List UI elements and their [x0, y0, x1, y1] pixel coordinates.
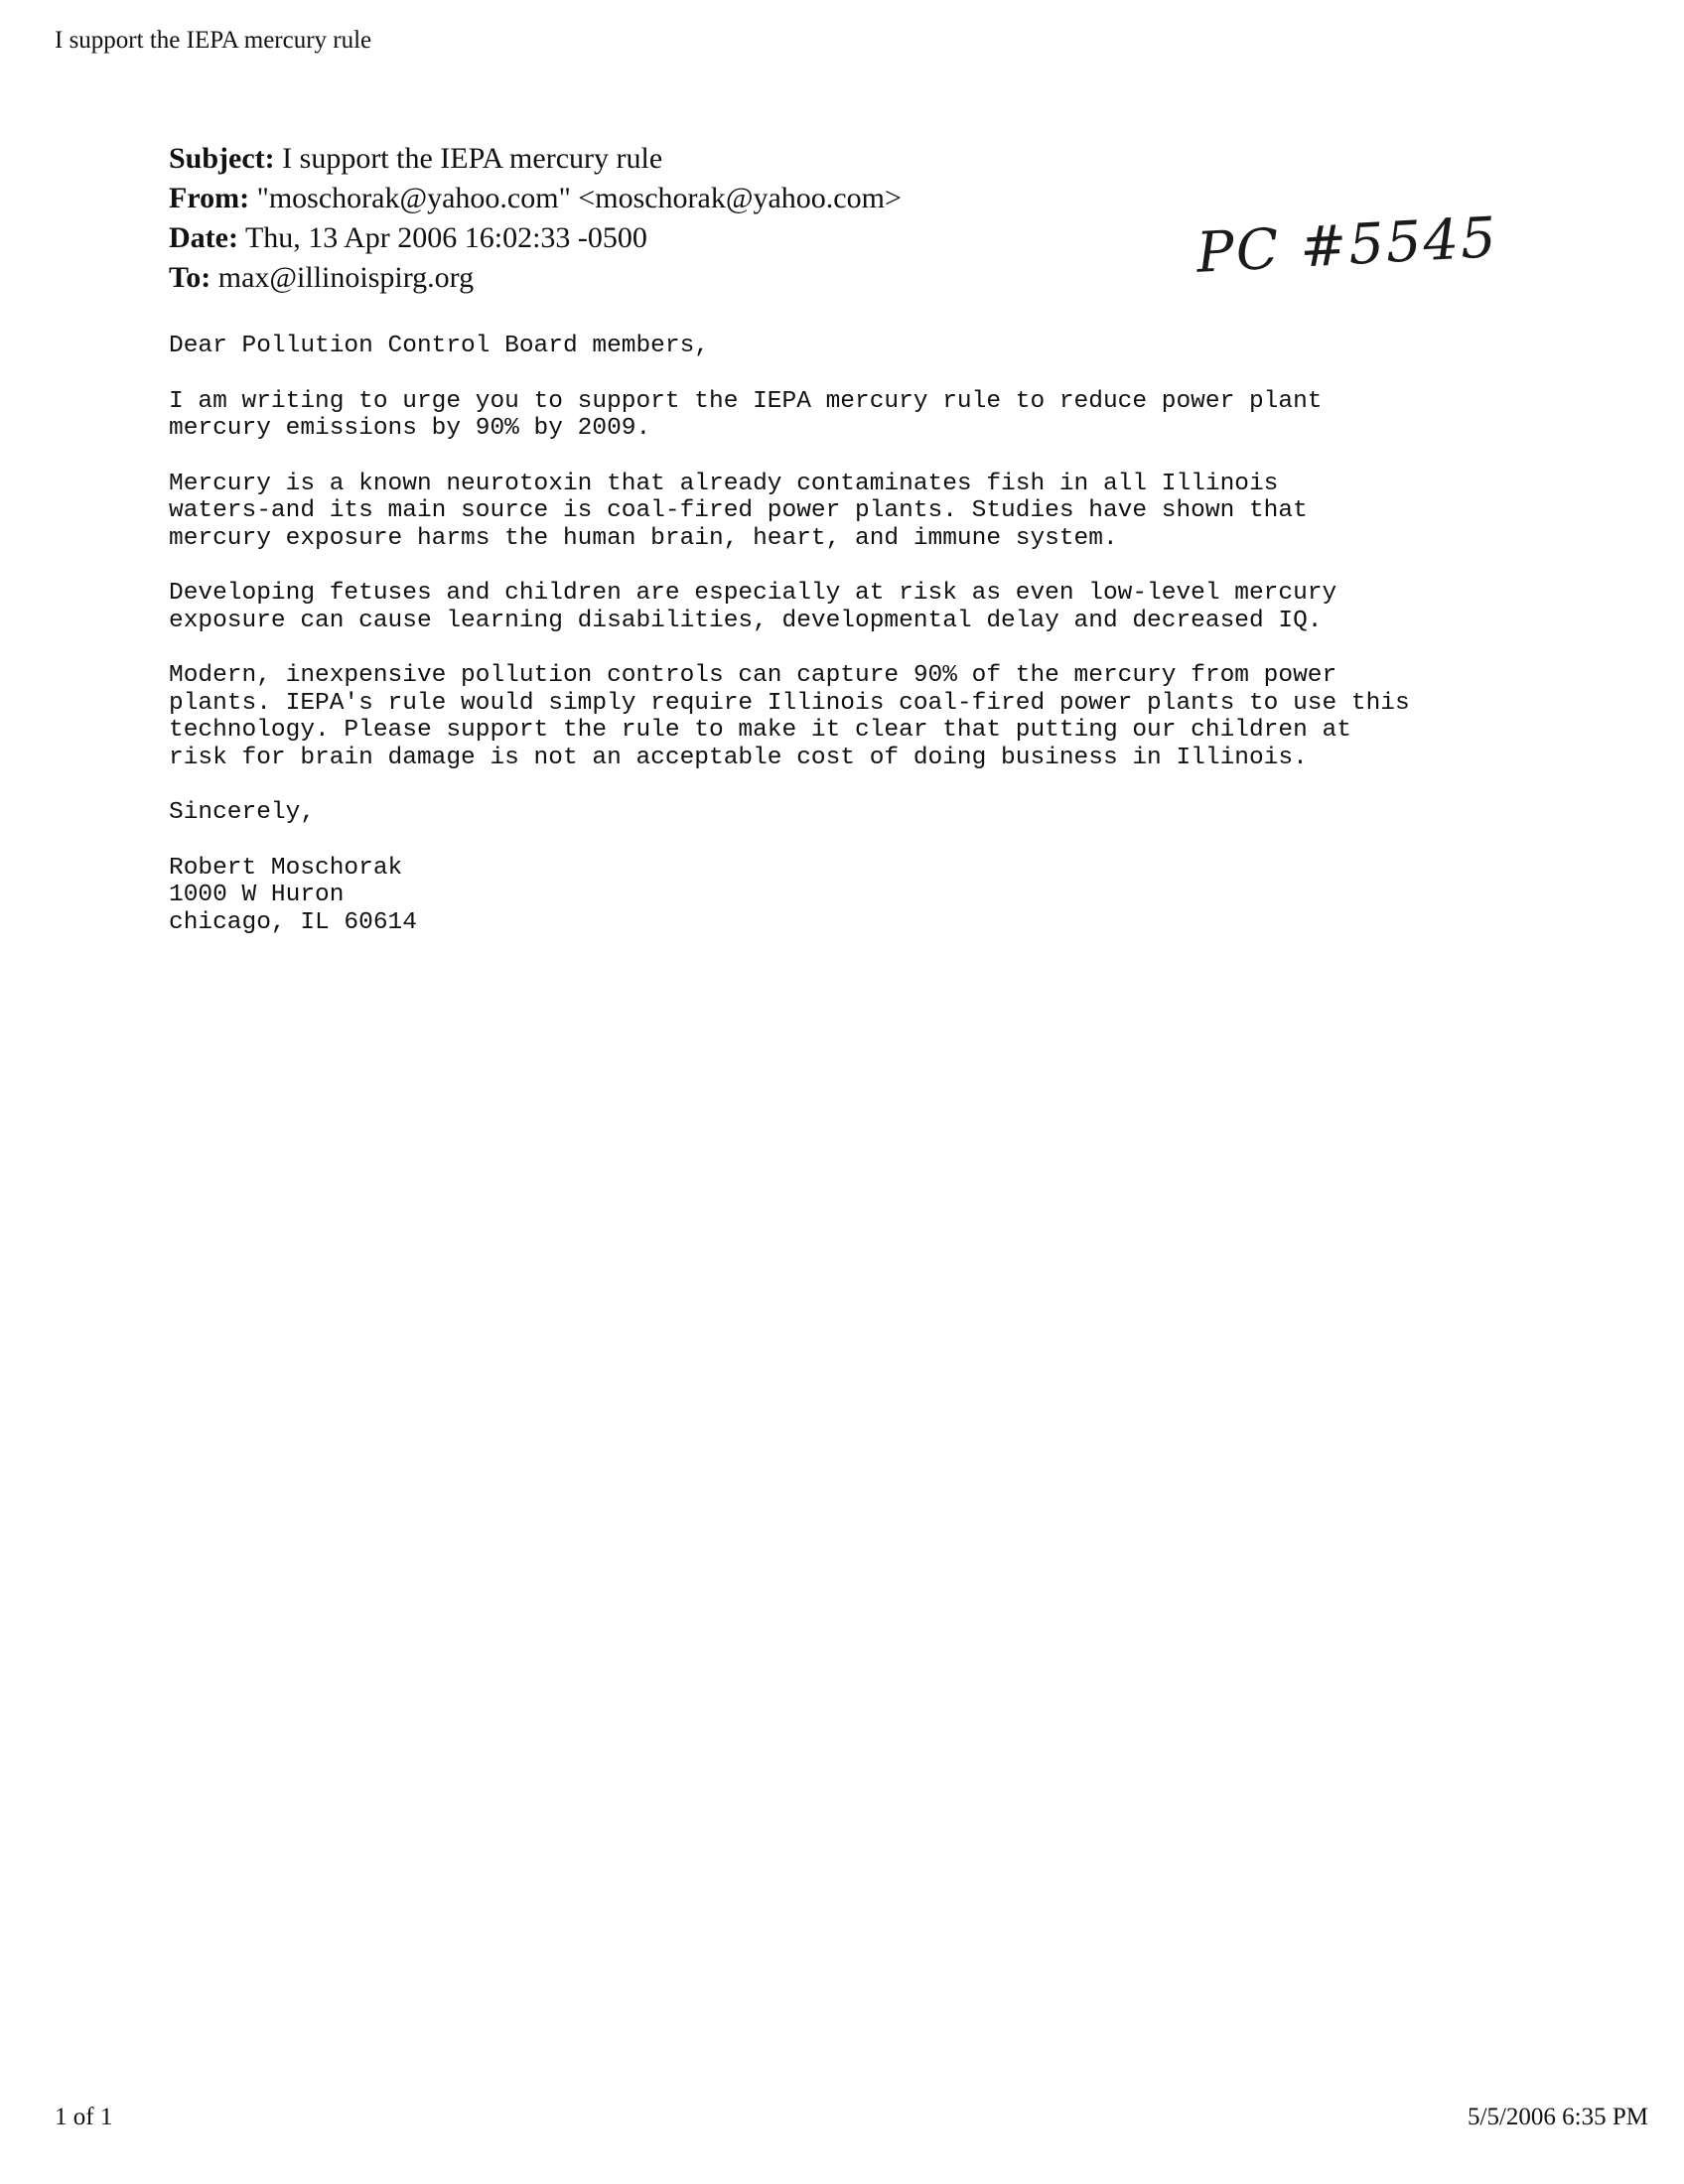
- email-headers: [169, 139, 902, 298]
- to-label: To:: [169, 261, 211, 294]
- body-paragraph-4: Modern, inexpensive pollution controls can capture 90% of the mercury from power plants. IEPA's rule would simply require Illinois coal-fired power plants to use this technology. Please support the rule to make it clear that putting our children at risk for brain damage is not an acceptable cost of doing business in Illinois.: [169, 662, 1410, 771]
- page-header-title: I support the IEPA mercury rule: [55, 27, 372, 54]
- from-value: "moschorak@yahoo.com" <moschorak@yahoo.com>: [256, 182, 902, 214]
- email-body: [169, 333, 1559, 936]
- subject-label: Subject:: [169, 142, 275, 175]
- date-row: [169, 218, 902, 258]
- handwritten-public-comment-number: PC #5545: [1194, 205, 1500, 286]
- to-value: max@illinoispirg.org: [217, 261, 475, 294]
- signature-city: chicago, IL 60614: [169, 908, 417, 936]
- subject-value: I support the IEPA mercury rule: [282, 142, 663, 175]
- signature-name: Robert Moschorak: [169, 854, 403, 882]
- closing: Sincerely,: [169, 799, 316, 826]
- page-number: 1 of 1: [55, 2104, 113, 2130]
- date-value: Thu, 13 Apr 2006 16:02:33 -0500: [244, 221, 647, 254]
- from-row: [169, 179, 902, 218]
- body-paragraph-2: Mercury is a known neurotoxin that already contaminates fish in all Illinois waters-and its main source is coal-fired power plants. Studies have shown that mercury exposure harms the human brain, heart, and immune system.: [169, 470, 1308, 552]
- print-timestamp: 5/5/2006 6:35 PM: [1468, 2104, 1648, 2130]
- from-label: From:: [169, 182, 250, 214]
- subject-row: [169, 139, 902, 179]
- greeting: Dear Pollution Control Board members,: [169, 333, 709, 359]
- body-paragraph-1: I am writing to urge you to support the IEPA mercury rule to reduce power plant mercury emissions by 90% by 2009.: [169, 387, 1323, 442]
- body-paragraph-3: Developing fetuses and children are especially at risk as even low-level mercury exposure can cause learning disabilities, developmental delay and decreased IQ.: [169, 580, 1337, 634]
- signature-street: 1000 W Huron: [169, 882, 345, 908]
- date-label: Date:: [169, 221, 238, 254]
- to-row: [169, 258, 902, 298]
